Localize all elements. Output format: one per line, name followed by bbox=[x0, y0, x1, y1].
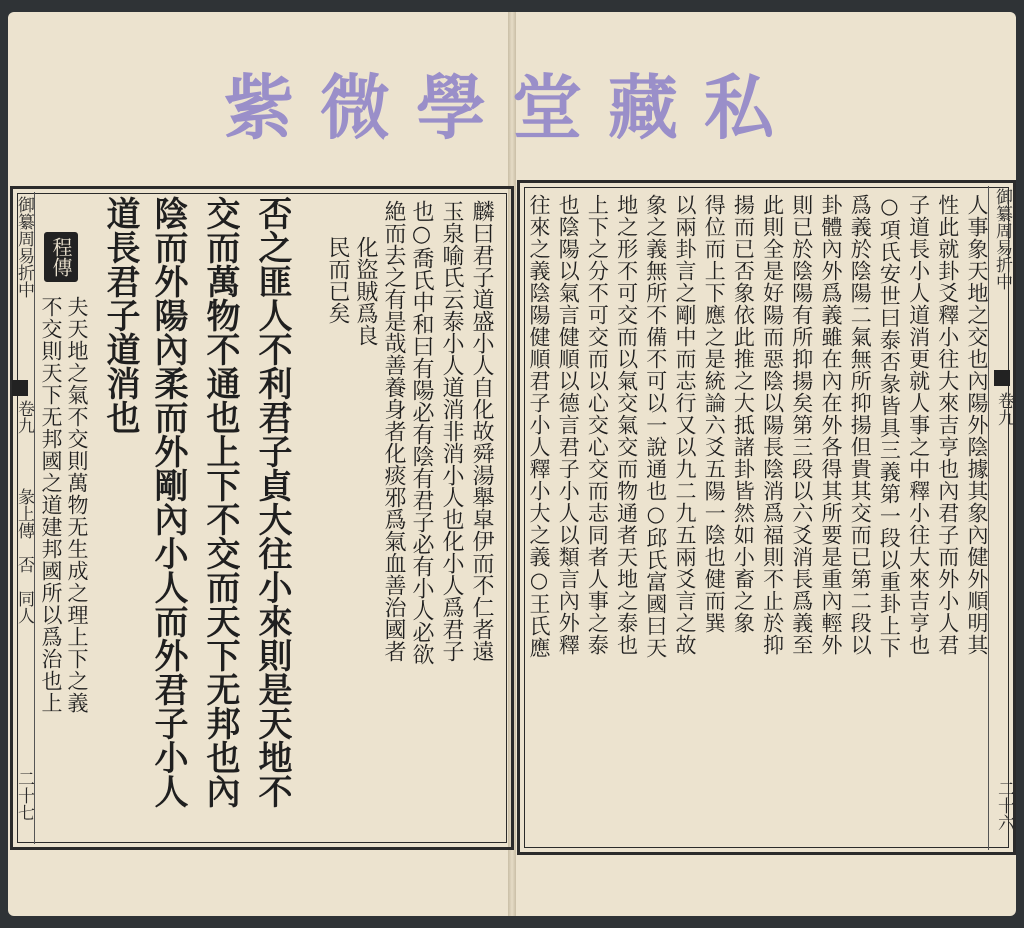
right-text-column-8: 此則全是好陽而惡陰以陽長陰消爲福則不止於抑 bbox=[760, 194, 785, 656]
collector-stamp: 紫微學堂藏私 bbox=[224, 66, 800, 149]
right-fishtail-marker bbox=[994, 370, 1010, 386]
right-text-column-10: 得位而上下應之是統論六爻五陽一陰也健而巽 bbox=[702, 194, 727, 634]
right-text-column-14: 上下之分不可交而以心交心交而志同者人事之泰 bbox=[585, 194, 610, 656]
left-margin-page: 二十七 bbox=[14, 770, 34, 821]
left-margin-rule bbox=[34, 192, 35, 844]
left-margin-juan: 卷九 bbox=[14, 400, 34, 434]
main-text-column-4: 道長君子道消也 bbox=[100, 196, 140, 434]
right-text-column-12: 象之義無所不備不可以一說通也○邱氏富國曰天 bbox=[643, 194, 668, 659]
main-text-column-3: 陰而外陽內柔而外剛內小人而外君子小人 bbox=[148, 196, 188, 808]
right-text-column-13: 地之形不可交而以氣交氣交而物通者天地之泰也 bbox=[614, 194, 639, 656]
left-margin-title: 御纂周易折中 bbox=[14, 196, 34, 298]
right-text-column-11: 以兩卦言之剛中而志行又以九二九五兩爻言之故 bbox=[673, 194, 697, 656]
notes-column-6: 民而已矣 bbox=[325, 236, 350, 324]
right-text-column-4: ○項氏安世曰泰否彖皆具三義第一段以重卦上下 bbox=[877, 194, 902, 659]
right-text-column-2: 性此就卦爻釋小往大來吉亨也內君子而外小人君 bbox=[935, 194, 960, 656]
right-text-column-6: 卦體內外爲義雖在內在外各得其所要是重內輕外 bbox=[819, 194, 843, 656]
right-text-column-7: 則已於陰陽有所抑揚矣第三段以六爻消長爲義至 bbox=[789, 194, 814, 656]
right-margin-juan: 卷九 bbox=[994, 392, 1014, 426]
right-text-column-3: 子道長小人道消更就人事之中釋小往大來吉亨也 bbox=[906, 194, 931, 656]
right-text-column-5: 爲義於陰陽二氣無所抑揚但貴其交而已第二段以 bbox=[848, 194, 873, 656]
notes-column-5: 化盜賊爲良 bbox=[353, 236, 378, 346]
cheng-commentary-badge: 程傳 bbox=[44, 232, 78, 282]
right-text-column-9: 揚而已否象依此推之大抵諸卦皆然如小畜之象 bbox=[731, 194, 756, 634]
commentary-column-2: 不交則天下无邦國之道建邦國所以爲治也上 bbox=[39, 296, 63, 714]
notes-column-4: 絶而去之有是哉善養身者化痰邪爲氣血善治國者 bbox=[381, 200, 406, 662]
left-margin-section: 彖上傳 否 同人 bbox=[14, 488, 34, 624]
right-text-column-1: 人事象天地之交也內陽外陰據其象內健外順明其 bbox=[965, 194, 989, 656]
main-text-column-1: 否之匪人不利君子貞大往小來則是天地不 bbox=[252, 196, 292, 808]
right-margin-title: 御纂周易折中 bbox=[992, 188, 1012, 290]
notes-column-1: 麟曰君子道盛小人自化故舜湯舉皐伊而不仁者遠 bbox=[469, 200, 494, 662]
right-text-column-15: 也陰陽以氣言健順以德言君子小人以類言內外釋 bbox=[556, 194, 581, 656]
main-text-column-2: 交而萬物不通也上下不交而天下无邦也內 bbox=[200, 196, 240, 808]
notes-column-3: 也○喬氏中和曰有陽必有陰有君子必有小人必欲 bbox=[409, 200, 434, 665]
notes-column-2: 玉泉喻氏云泰小人道消非消小人也化小人爲君子 bbox=[439, 200, 464, 662]
commentary-column-1: 夫天地之氣不交則萬物无生成之理上下之義 bbox=[65, 296, 89, 714]
right-margin-page: 二十六 bbox=[994, 780, 1014, 831]
left-fishtail-marker bbox=[12, 380, 28, 396]
right-text-column-16: 往來之義陰陽健順君子小人釋小大之義○王氏應 bbox=[527, 194, 551, 659]
